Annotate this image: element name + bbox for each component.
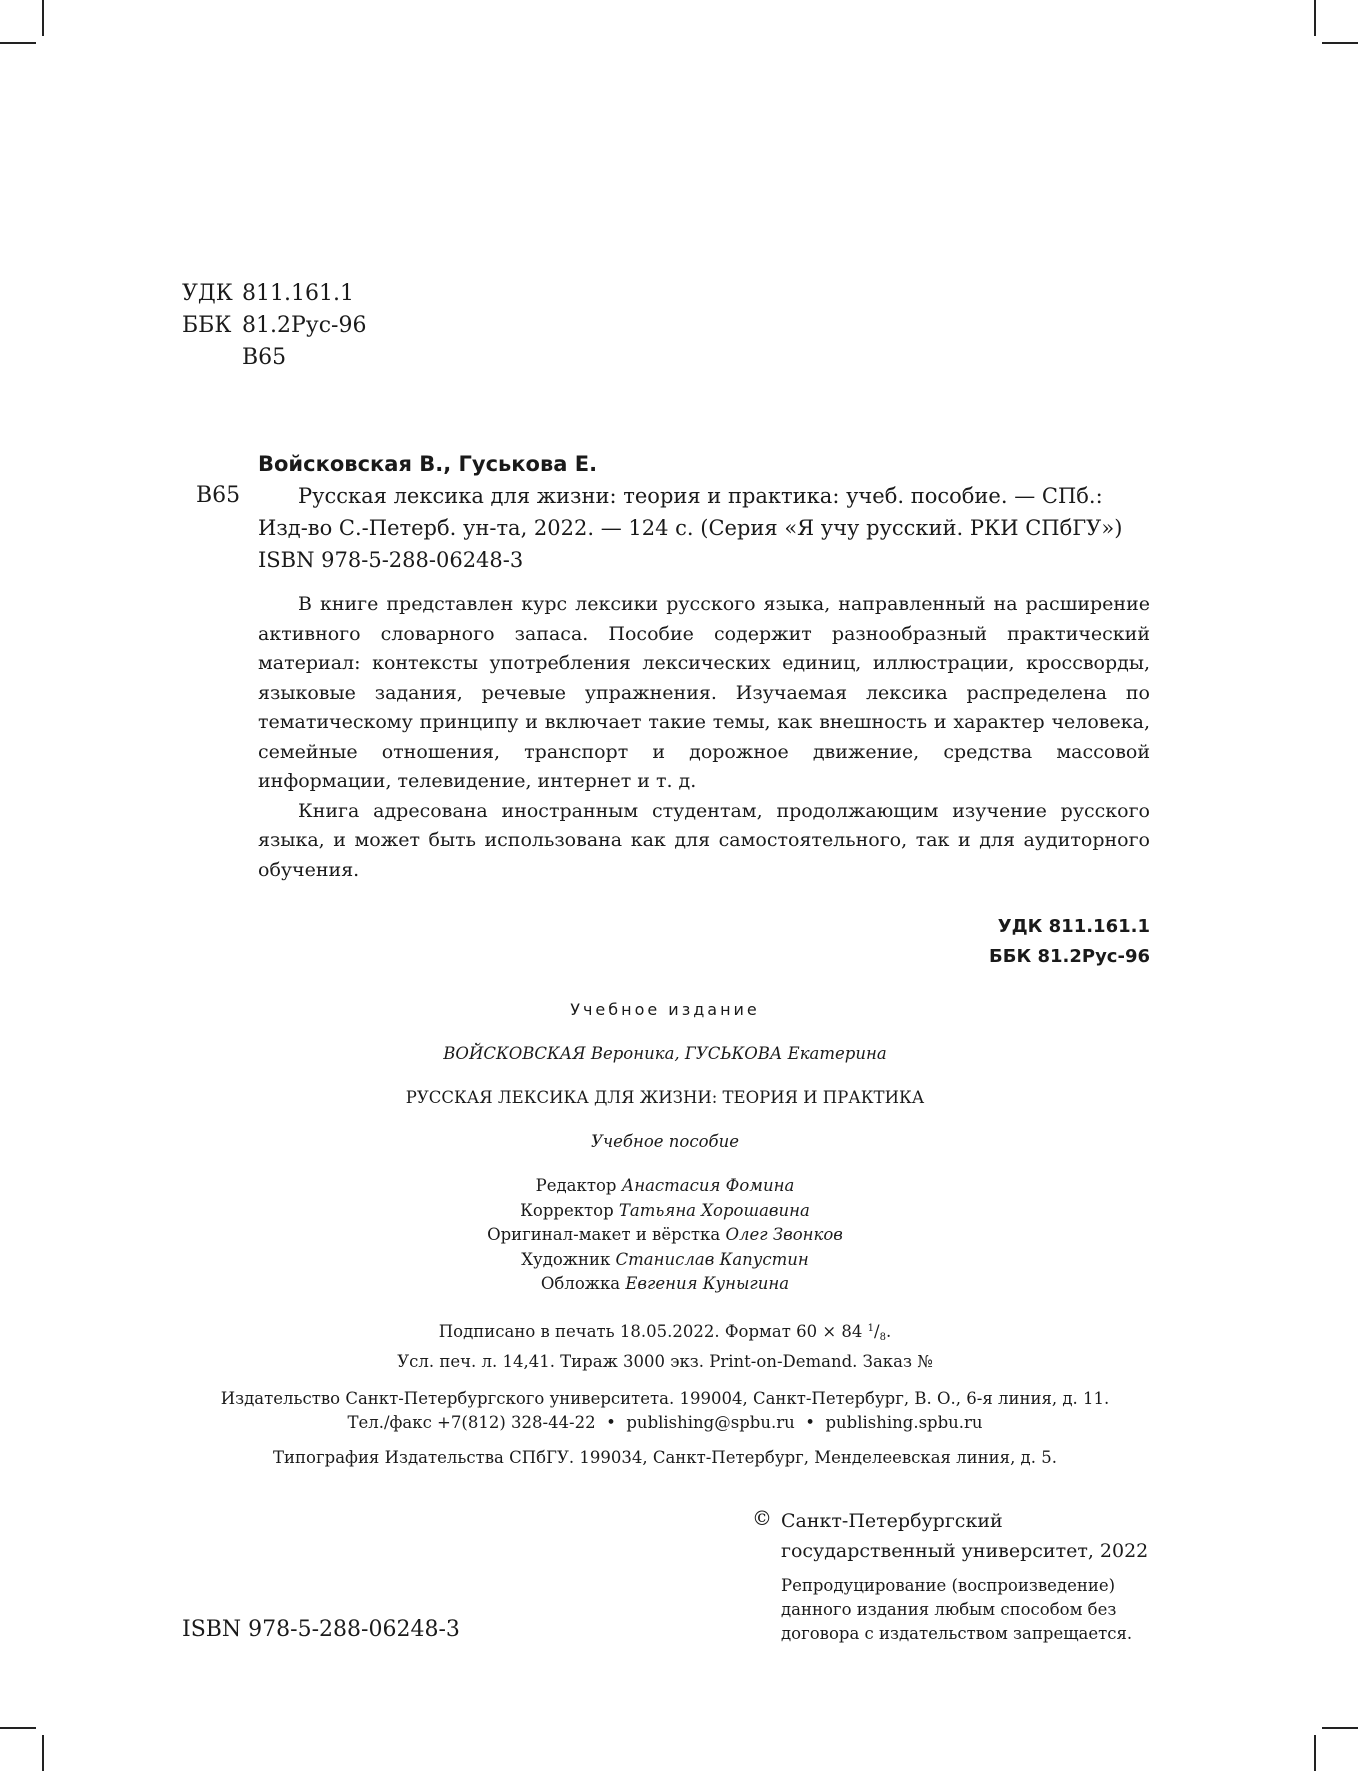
credit-cover: Обложка Евгения Куныгина <box>540 1274 790 1293</box>
authors-heading: Войсковская В., Гуськова Е. <box>258 452 598 476</box>
title-caps: РУССКАЯ ЛЕКСИКА ДЛЯ ЖИЗНИ: ТЕОРИЯ И ПРАКТИКА <box>405 1088 925 1107</box>
bottom-isbn: ISBN 978-5-288-06248-3 <box>182 1617 460 1642</box>
print-line-2: Усл. печ. л. 14,41. Тираж 3000 экз. Print-on-Demand. Заказ № <box>397 1352 933 1371</box>
imprint <box>180 998 1150 1470</box>
edition-type: Учебное издание <box>570 1000 760 1019</box>
bbk-label: ББК <box>182 313 232 338</box>
contact-site: publishing.spbu.ru <box>825 1413 983 1432</box>
credit-artist: Художник Станислав Капустин <box>521 1249 809 1269</box>
credits-list <box>180 1174 1150 1297</box>
annotation-paragraph-1: В книге представлен курс лексики русского языка, направленный на расширение активного словарного запаса. Пособие содержит разнообразный практический материал: контексты употребления лексических единиц, иллюстрации, кроссворды, языковые задания, речевые упражнения. Изучаемая лексика распределена по тематическому принципу и включает такие темы, как внешность и характер человека, семейные отношения, транспорт и дорожное движение, средства массовой информации, телевидение, интернет и т. д. <box>258 593 1150 792</box>
copyright-line-2: государственный университет, 2022 <box>781 1540 1149 1562</box>
bib-isbn: ISBN 978-5-288-06248-3 <box>258 548 524 572</box>
author-mark-line <box>182 342 482 374</box>
crop-mark <box>1322 42 1358 44</box>
subtitle: Учебное пособие <box>590 1132 740 1151</box>
copyright-notice: Репродуцирование (воспроизведение) данного издания любым способом без договора с издательством запрещается. <box>781 1576 1133 1643</box>
copyright-symbol: © <box>752 1506 772 1530</box>
bib-author-mark: В65 <box>196 483 241 508</box>
copyright-block <box>781 1506 1161 1646</box>
annotation <box>258 590 1150 885</box>
right-bbk: ББК 81.2Рус-96 <box>989 946 1150 967</box>
typography-line: Типография Издательства СПбГУ. 199034, Санкт-Петербург, Менделеевская линия, д. 5. <box>273 1447 1057 1467</box>
udk-line <box>182 278 482 310</box>
bib-line2: Изд-во С.-Петерб. ун-та, 2022. — 124 с. (Серия «Я учу русский. РКИ СПбГУ») <box>258 516 1123 540</box>
crop-mark <box>0 42 36 44</box>
authors-full: ВОЙСКОВСКАЯ Вероника, ГУСЬКОВА Екатерина <box>443 1044 887 1063</box>
contact-email: publishing@spbu.ru <box>626 1413 795 1432</box>
bib-line1: Русская лексика для жизни: теория и практика: учеб. пособие. — СПб.: <box>298 484 1103 508</box>
right-codes <box>858 912 1150 972</box>
credit-layout: Оригинал-макет и вёрстка Олег Звонков <box>487 1225 843 1244</box>
publisher-info <box>180 1387 1150 1436</box>
crop-mark <box>42 0 44 36</box>
contact-phone: Тел./факс +7(812) 328-44-22 <box>347 1413 596 1432</box>
annotation-paragraph-2: Книга адресована иностранным студентам, продолжающим изучение русского языка, и может быть использована как для самостоятельного, так и для аудиторного обучения. <box>258 799 1150 881</box>
print-line-1: Подписано в печать 18.05.2022. Формат 60 × 84 $^1/_8$. <box>438 1321 892 1343</box>
right-udk: УДК 811.161.1 <box>997 916 1150 937</box>
credit-editor: Редактор Анастасия Фомина <box>535 1176 795 1195</box>
crop-mark <box>42 1735 44 1771</box>
bibliographic-record <box>258 448 1158 576</box>
crop-mark <box>0 1727 36 1729</box>
bbk-line <box>182 310 482 342</box>
classification-block <box>182 278 482 374</box>
print-info <box>180 1317 1150 1375</box>
author-mark: В65 <box>242 345 287 370</box>
udk-value: 811.161.1 <box>242 281 354 306</box>
udk-label: УДК <box>182 281 233 306</box>
crop-mark <box>1314 0 1316 36</box>
publisher-line: Издательство Санкт-Петербургского университета. 199004, Санкт-Петербург, В. О., 6-я линия, д. 11. <box>220 1388 1110 1408</box>
contact-line: Тел./факс +7(812) 328-44-22 • publishing@spbu.ru • publishing.spbu.ru <box>347 1413 983 1432</box>
copyright-line-1: Санкт-Петербургский <box>781 1510 1003 1532</box>
crop-mark <box>1314 1735 1316 1771</box>
crop-mark <box>1322 1727 1358 1729</box>
credit-corrector: Корректор Татьяна Хорошавина <box>520 1200 810 1220</box>
bbk-value: 81.2Рус-96 <box>242 313 367 338</box>
